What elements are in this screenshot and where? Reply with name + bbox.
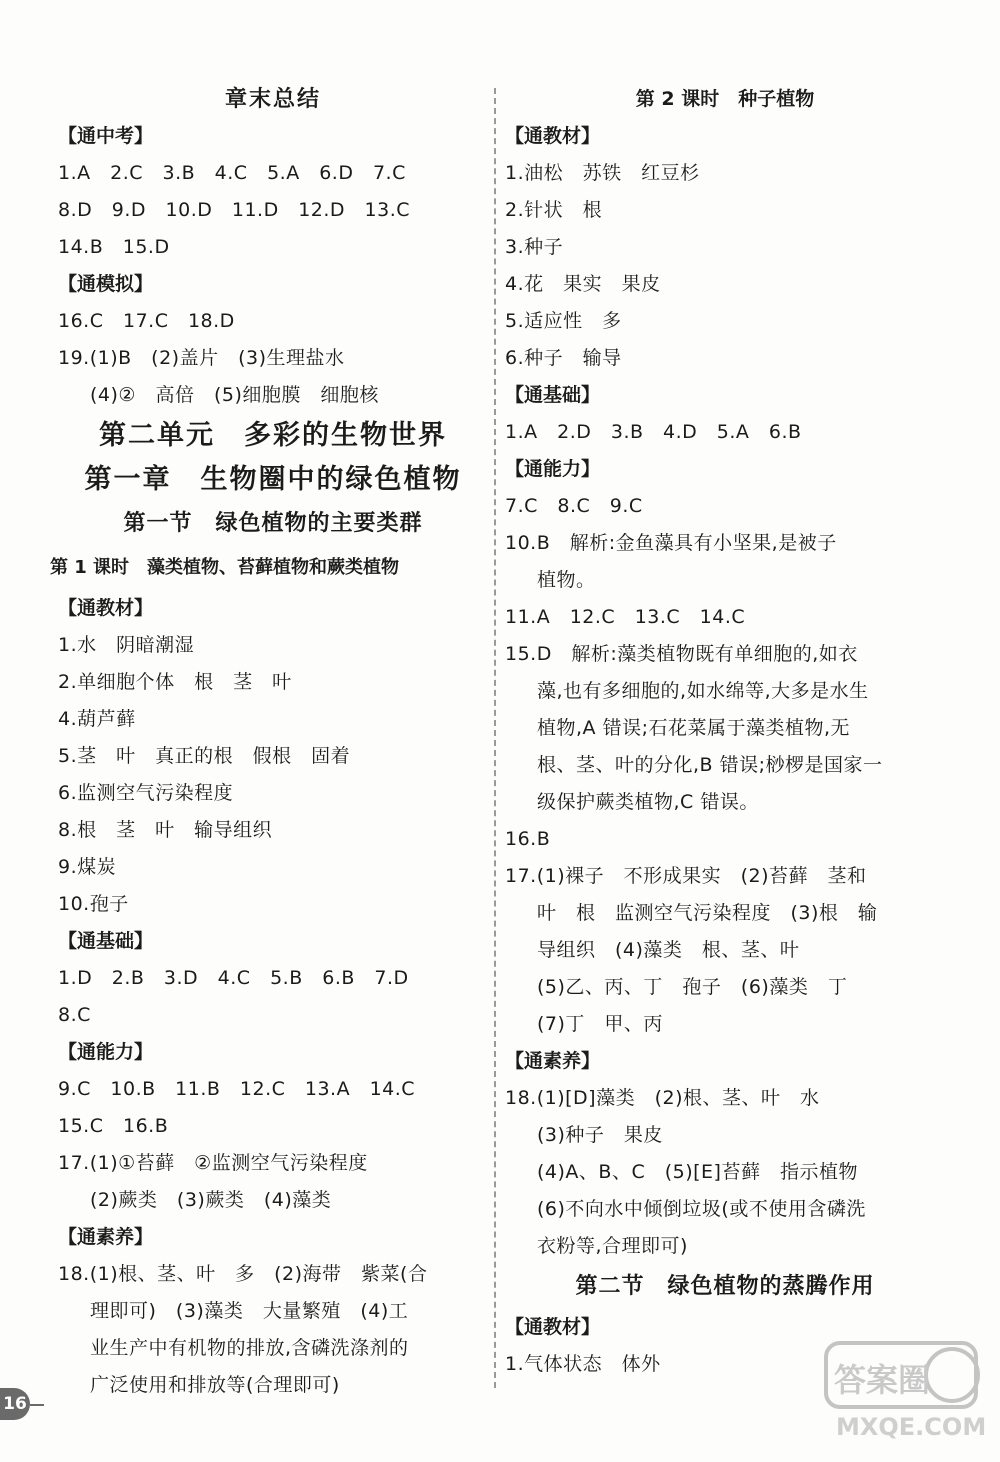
section-header-tongsuyang: 【通素养】 [505, 1050, 601, 1072]
answer-line: 1.气体状态 体外 [505, 1353, 661, 1375]
answer-line: (7)丁 甲、丙 [537, 1013, 663, 1035]
answer-line: 9.C 10.B 11.B 12.C 13.A 14.C [58, 1078, 416, 1100]
answer-line: 16.C 17.C 18.D [58, 310, 235, 332]
answer-line: 17.(1)裸子 不形成果实 (2)苔藓 茎和 [505, 865, 867, 887]
answer-line: 8.根 茎 叶 输导组织 [58, 819, 273, 841]
answer-line: 1.A 2.C 3.B 4.C 5.A 6.D 7.C [58, 162, 406, 184]
section-header-tongnengli: 【通能力】 [58, 1041, 154, 1063]
answer-line: 植物。 [537, 569, 596, 591]
answer-line: (5)乙、丙、丁 孢子 (6)藻类 丁 [537, 976, 848, 998]
answer-line: 3.种子 [505, 236, 564, 258]
answer-line: 9.煤炭 [58, 856, 117, 878]
answer-line: 7.C 8.C 9.C [505, 495, 643, 517]
answer-line: 业生产中有机物的排放,含磷洗涤剂的 [90, 1337, 409, 1359]
section-title: 第二节 绿色植物的蒸腾作用 [575, 1274, 875, 1299]
answer-line: 1.A 2.D 3.B 4.D 5.A 6.B [505, 421, 802, 443]
watermark-logo-circle [926, 1349, 978, 1401]
section-header-tongsuyang: 【通素养】 [58, 1226, 154, 1248]
answer-line: 藻,也有多细胞的,如水绵等,大多是水生 [537, 680, 869, 702]
lesson-title: 第 1 课时 藻类植物、苔藓植物和蕨类植物 [50, 557, 400, 578]
answer-line: 级保护蕨类植物,C 错误。 [537, 791, 759, 813]
answer-line: 19.(1)B (2)盖片 (3)生理盐水 [58, 347, 345, 369]
section-header-tongjiaocai: 【通教材】 [58, 597, 154, 619]
answer-line: 叶 根 监测空气污染程度 (3)根 输 [537, 902, 878, 924]
section-header-tongmoni: 【通模拟】 [58, 273, 154, 295]
answer-line: (3)种子 果皮 [537, 1124, 663, 1146]
watermark-site-text: MXQE.COM [836, 1413, 987, 1441]
section-header-tongzhongkao: 【通中考】 [58, 125, 154, 147]
answer-line: 根、茎、叶的分化,B 错误;桫椤是国家一 [537, 754, 883, 776]
watermark-logo-text: 答案圈 [834, 1361, 931, 1399]
section-header-tongjiaocai: 【通教材】 [505, 1316, 601, 1338]
answer-line: 1.D 2.B 3.D 4.C 5.B 6.B 7.D [58, 967, 409, 989]
answer-line: (4)A、B、C (5)[E]苔藓 指示植物 [537, 1161, 858, 1183]
section-header-tongjiaocai: 【通教材】 [505, 125, 601, 147]
answer-line: 8.C [58, 1004, 91, 1026]
watermark-logo [820, 1335, 990, 1455]
answer-line: 衣粉等,合理即可) [537, 1235, 688, 1257]
answer-line: 18.(1)根、茎、叶 多 (2)海带 紫菜(合 [58, 1263, 428, 1285]
answer-line: 5.适应性 多 [505, 310, 622, 332]
lesson-title: 第 2 课时 种子植物 [635, 88, 815, 110]
answer-line: 4.葫芦藓 [58, 708, 136, 730]
answer-line: 1.油松 苏铁 红豆杉 [505, 162, 700, 184]
section-header-tongjichu: 【通基础】 [505, 384, 601, 406]
answer-line: 11.A 12.C 13.C 14.C [505, 606, 746, 628]
answer-line: 理即可) (3)藻类 大量繁殖 (4)工 [90, 1300, 409, 1322]
answer-line: 16.B [505, 828, 551, 850]
answer-line: 18.(1)[D]藻类 (2)根、茎、叶 水 [505, 1087, 820, 1109]
section-title: 第一节 绿色植物的主要类群 [123, 511, 423, 536]
chapter-title: 第一章 生物圈中的绿色植物 [84, 464, 462, 495]
answer-line: 6.监测空气污染程度 [58, 782, 234, 804]
answer-line: 广泛使用和排放等(合理即可) [90, 1374, 340, 1396]
answer-line: 2.单细胞个体 根 茎 叶 [58, 671, 292, 693]
answer-line: 10.孢子 [58, 893, 129, 915]
answer-line: (4)② 高倍 (5)细胞膜 细胞核 [90, 384, 379, 406]
page-number-dash [30, 1404, 44, 1406]
answer-line: 导组织 (4)藻类 根、茎、叶 [537, 939, 800, 961]
answer-line: 5.茎 叶 真正的根 假根 固着 [58, 745, 351, 767]
chapter-summary-title: 章末总结 [224, 87, 321, 112]
left-column [50, 80, 488, 1404]
answer-line: 10.B 解析:金鱼藻具有小坚果,是被子 [505, 532, 837, 554]
unit-title: 第二单元 多彩的生物世界 [99, 420, 447, 451]
answer-line: 1.水 阴暗潮湿 [58, 634, 195, 656]
column-divider [494, 88, 496, 1388]
answer-line: 4.花 果实 果皮 [505, 273, 661, 295]
answer-line: 15.D 解析:藻类植物既有单细胞的,如衣 [505, 643, 858, 665]
page-number: 16 [0, 1388, 30, 1420]
answer-line: 14.B 15.D [58, 236, 170, 258]
answer-line: 15.C 16.B [58, 1115, 169, 1137]
answer-line: 2.针状 根 [505, 199, 603, 221]
answer-line: 6.种子 输导 [505, 347, 622, 369]
section-header-tongjichu: 【通基础】 [58, 930, 154, 952]
section-header-tongnengli: 【通能力】 [505, 458, 601, 480]
answer-line: 17.(1)①苔藓 ②监测空气污染程度 [58, 1152, 368, 1174]
answer-line: 8.D 9.D 10.D 11.D 12.D 13.C [58, 199, 411, 221]
answer-line: (6)不向水中倾倒垃圾(或不使用含磷洗 [537, 1198, 866, 1220]
answer-line: (2)蕨类 (3)蕨类 (4)藻类 [90, 1189, 332, 1211]
answer-line: 植物,A 错误;石花菜属于藻类植物,无 [537, 717, 851, 739]
